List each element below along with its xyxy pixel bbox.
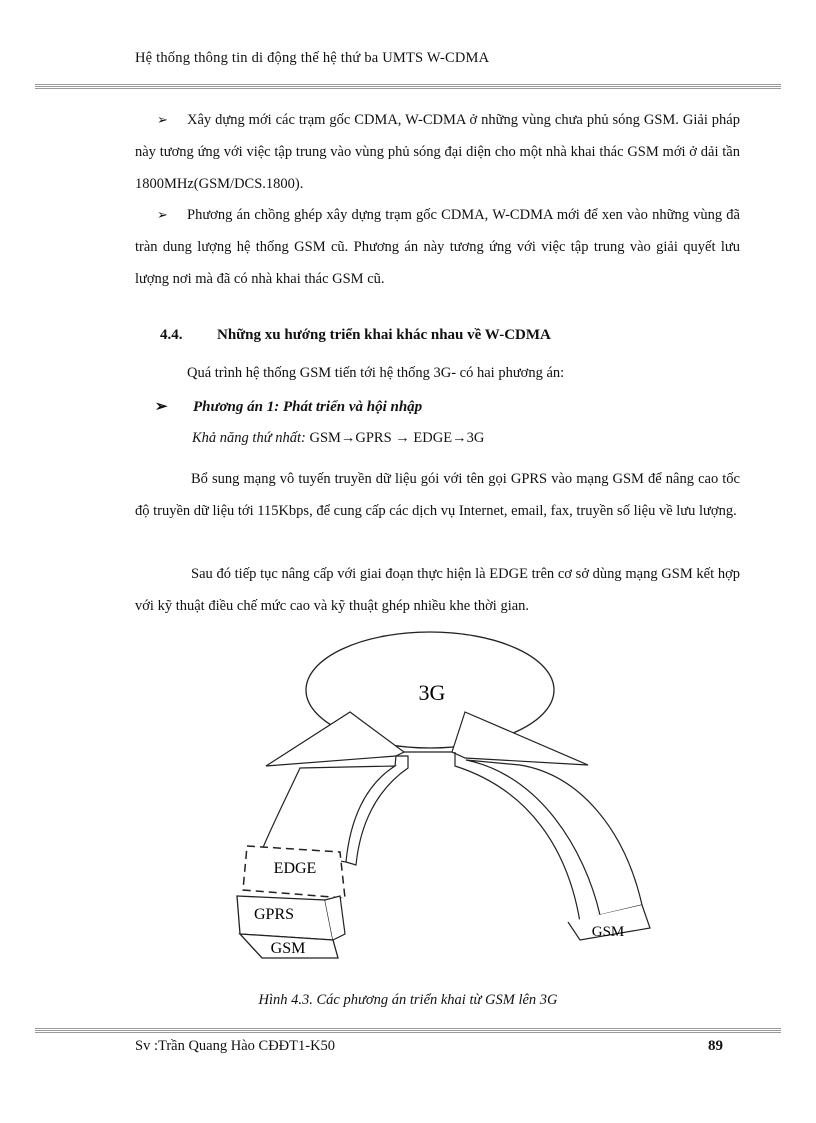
footer-author: Sv :Trần Quang Hào CĐĐT1-K50 xyxy=(135,1038,336,1054)
footer-divider xyxy=(35,1028,781,1033)
bullet-arrow-icon: ➢ xyxy=(157,112,168,127)
possibility-path: GSM→GPRS → EDGE→3G xyxy=(305,430,485,446)
label-gsm-left: GSM xyxy=(270,940,306,957)
label-3g: 3G xyxy=(418,680,446,705)
intro-line: Quá trình hệ thống GSM tiến tới hệ thống 3G- có hai phương án: xyxy=(187,365,565,381)
label-gsm-right: GSM xyxy=(591,924,625,940)
bullet-arrow-icon: ➢ xyxy=(157,207,168,222)
label-edge: EDGE xyxy=(273,860,317,877)
paragraph-text: Phương án chồng ghép xây dựng trạm gốc CDMA, W-CDMA mới để xen vào những vùng đã tràn dung lượng hệ thống GSM cũ. Phương án này tương ứng với việc tập trung vào giải quyết lưu lượng nơi mà đã có nhà khai thác GSM cũ. xyxy=(135,207,740,287)
section-title: Những xu hướng triển khai khác nhau về W-CDMA xyxy=(217,327,551,343)
label-gprs: GPRS xyxy=(253,906,295,923)
paragraph-text: Sau đó tiếp tục nâng cấp với giai đoạn thực hiện là EDGE trên cơ sở dùng mạng GSM kết hợp với kỹ thuật điều chế mức cao và kỹ thuật ghép nhiều khe thời gian. xyxy=(135,566,740,614)
page-number: 89 xyxy=(708,1038,723,1054)
paragraph-text: Xây dựng mới các trạm gốc CDMA, W-CDMA ở những vùng chưa phủ sóng GSM. Giải pháp này tương ứng với việc tập trung vào vùng phủ sóng đại diện cho một nhà khai thác GSM mới ở dải tần 1800MHz(GSM/DCS.1800). xyxy=(135,112,740,192)
possibility-label: Khả năng thứ nhất: xyxy=(192,430,306,446)
paragraph-text: Bổ sung mạng vô tuyến truyền dữ liệu gói với tên gọi GPRS vào mạng GSM để nâng cao tốc độ truyền dữ liệu tới 115Kbps, để cung cấp các dịch vụ Internet, email, fax, truyền số liệu về lưu lượng. xyxy=(135,471,740,519)
figure-caption: Hình 4.3. Các phương án triển khai từ GSM lên 3G xyxy=(258,992,558,1008)
left-arc-body xyxy=(262,766,395,862)
right-arc-body xyxy=(466,760,642,915)
bullet-arrow-icon: ➢ xyxy=(155,399,168,415)
option-title: Phương án 1: Phát triển và hội nhập xyxy=(193,399,423,415)
section-number: 4.4. xyxy=(160,327,183,343)
page-header-title: Hệ thống thông tin di động thế hệ thứ ba UMTS W-CDMA xyxy=(135,50,490,66)
